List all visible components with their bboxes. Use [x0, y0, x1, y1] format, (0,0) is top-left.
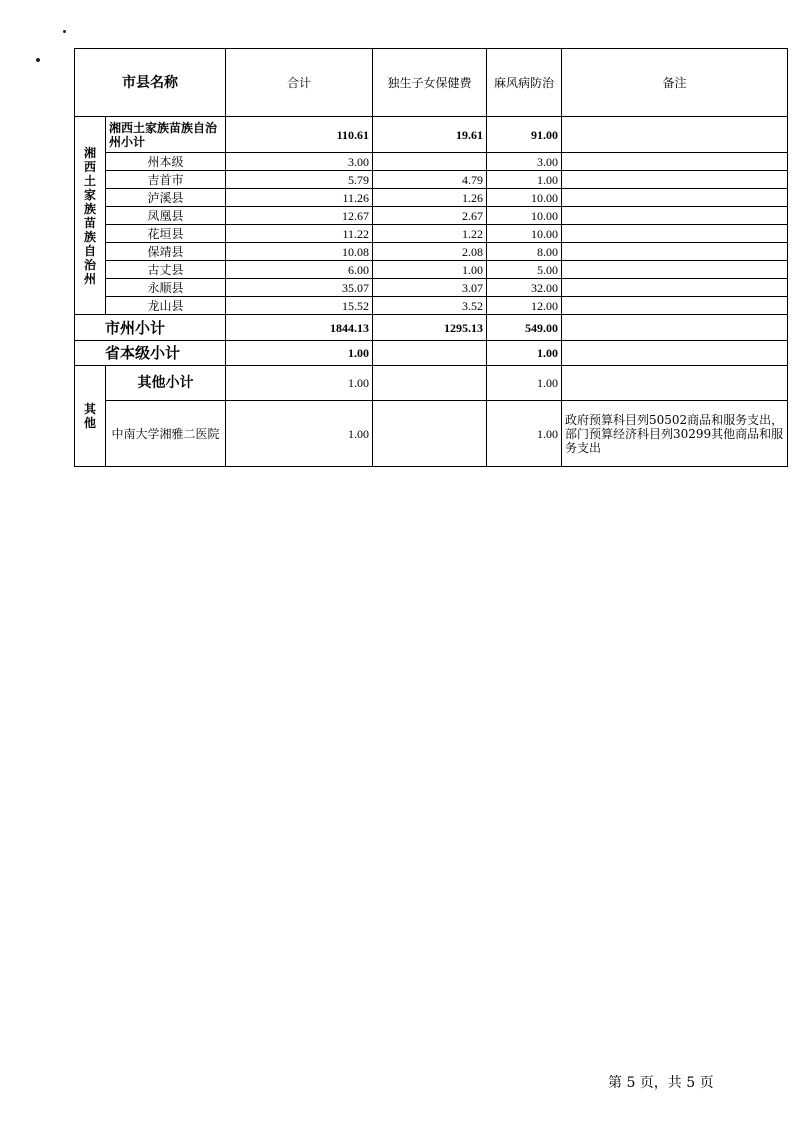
row-name: 花垣县 — [106, 225, 226, 243]
table-row — [75, 261, 788, 279]
row-note — [562, 153, 788, 171]
row-col1: 2.08 — [373, 243, 487, 261]
row-col1: 1.00 — [373, 261, 487, 279]
row-name: 泸溪县 — [106, 189, 226, 207]
row-name: 其他小计 — [106, 366, 226, 401]
row-name: 凤凰县 — [106, 207, 226, 225]
other-group-label — [75, 366, 106, 467]
row-total: 1.00 — [226, 341, 373, 366]
row-col1: 2.67 — [373, 207, 487, 225]
row-note — [562, 279, 788, 297]
row-note — [562, 261, 788, 279]
row-col2: 3.00 — [487, 153, 562, 171]
row-col1: 4.79 — [373, 171, 487, 189]
table-row — [75, 315, 788, 341]
row-note — [562, 366, 788, 401]
row-col1 — [373, 153, 487, 171]
row-total: 6.00 — [226, 261, 373, 279]
row-note — [562, 243, 788, 261]
table-row — [75, 171, 788, 189]
table-row — [75, 341, 788, 366]
row-note — [562, 207, 788, 225]
scan-speck — [63, 30, 66, 33]
row-total: 15.52 — [226, 297, 373, 315]
group-label-text: 湘 西 土 家 族 苗 族 自 治 州 — [83, 145, 96, 286]
row-col2: 1.00 — [487, 366, 562, 401]
row-note: 政府预算科目列50502商品和服务支出，部门预算经济科目列30299其他商品和服务支出 — [562, 401, 788, 467]
row-total: 12.67 — [226, 207, 373, 225]
row-name: 市州小计 — [75, 315, 226, 341]
row-total: 10.08 — [226, 243, 373, 261]
table-row — [75, 207, 788, 225]
row-col2: 5.00 — [487, 261, 562, 279]
row-note — [562, 189, 788, 207]
row-total: 1.00 — [226, 366, 373, 401]
row-note — [562, 341, 788, 366]
row-name: 中南大学湘雅二医院 — [106, 401, 226, 467]
row-col1: 19.61 — [373, 117, 487, 153]
table-row — [75, 243, 788, 261]
header-note: 备注 — [562, 49, 788, 117]
row-col2: 10.00 — [487, 189, 562, 207]
row-total: 11.26 — [226, 189, 373, 207]
row-total: 1844.13 — [226, 315, 373, 341]
row-name: 龙山县 — [106, 297, 226, 315]
row-col2: 8.00 — [487, 243, 562, 261]
row-name: 古丈县 — [106, 261, 226, 279]
row-name: 永顺县 — [106, 279, 226, 297]
row-name: 州本级 — [106, 153, 226, 171]
group-label-text: 其 他 — [83, 402, 96, 430]
row-col2: 91.00 — [487, 117, 562, 153]
header-col1: 独生子女保健费 — [373, 49, 487, 117]
row-total: 5.79 — [226, 171, 373, 189]
budget-table — [74, 48, 788, 467]
row-col2: 1.00 — [487, 341, 562, 366]
header-total: 合计 — [226, 49, 373, 117]
header-col2: 麻风病防治 — [487, 49, 562, 117]
page-number: 第 5 页，共 5 页 — [608, 1075, 714, 1091]
header-name: 市县名称 — [75, 49, 226, 117]
table-row — [75, 279, 788, 297]
row-name: 吉首市 — [106, 171, 226, 189]
row-col1: 1295.13 — [373, 315, 487, 341]
row-col1 — [373, 366, 487, 401]
row-col1: 1.22 — [373, 225, 487, 243]
row-col2: 10.00 — [487, 207, 562, 225]
row-total: 3.00 — [226, 153, 373, 171]
row-col2: 32.00 — [487, 279, 562, 297]
row-total: 11.22 — [226, 225, 373, 243]
table-row — [75, 297, 788, 315]
table-row — [75, 401, 788, 467]
row-total: 110.61 — [226, 117, 373, 153]
row-note — [562, 225, 788, 243]
row-name: 省本级小计 — [75, 341, 226, 366]
row-col2: 12.00 — [487, 297, 562, 315]
row-col2: 549.00 — [487, 315, 562, 341]
row-col1: 3.52 — [373, 297, 487, 315]
row-col1 — [373, 341, 487, 366]
row-name: 湘西土家族苗族自治州小计 — [106, 117, 226, 153]
table-row — [75, 366, 788, 401]
table-row — [75, 117, 788, 153]
xiangxi-group-label — [75, 117, 106, 315]
row-col1: 3.07 — [373, 279, 487, 297]
table-row — [75, 153, 788, 171]
row-total: 1.00 — [226, 401, 373, 467]
header-row — [75, 49, 788, 117]
row-col1: 1.26 — [373, 189, 487, 207]
row-note — [562, 117, 788, 153]
row-note — [562, 171, 788, 189]
row-name: 保靖县 — [106, 243, 226, 261]
row-note — [562, 315, 788, 341]
row-col1 — [373, 401, 487, 467]
row-col2: 1.00 — [487, 401, 562, 467]
table-row — [75, 225, 788, 243]
scan-speck — [36, 58, 40, 62]
table-row — [75, 189, 788, 207]
row-note — [562, 297, 788, 315]
row-total: 35.07 — [226, 279, 373, 297]
row-col2: 1.00 — [487, 171, 562, 189]
row-col2: 10.00 — [487, 225, 562, 243]
